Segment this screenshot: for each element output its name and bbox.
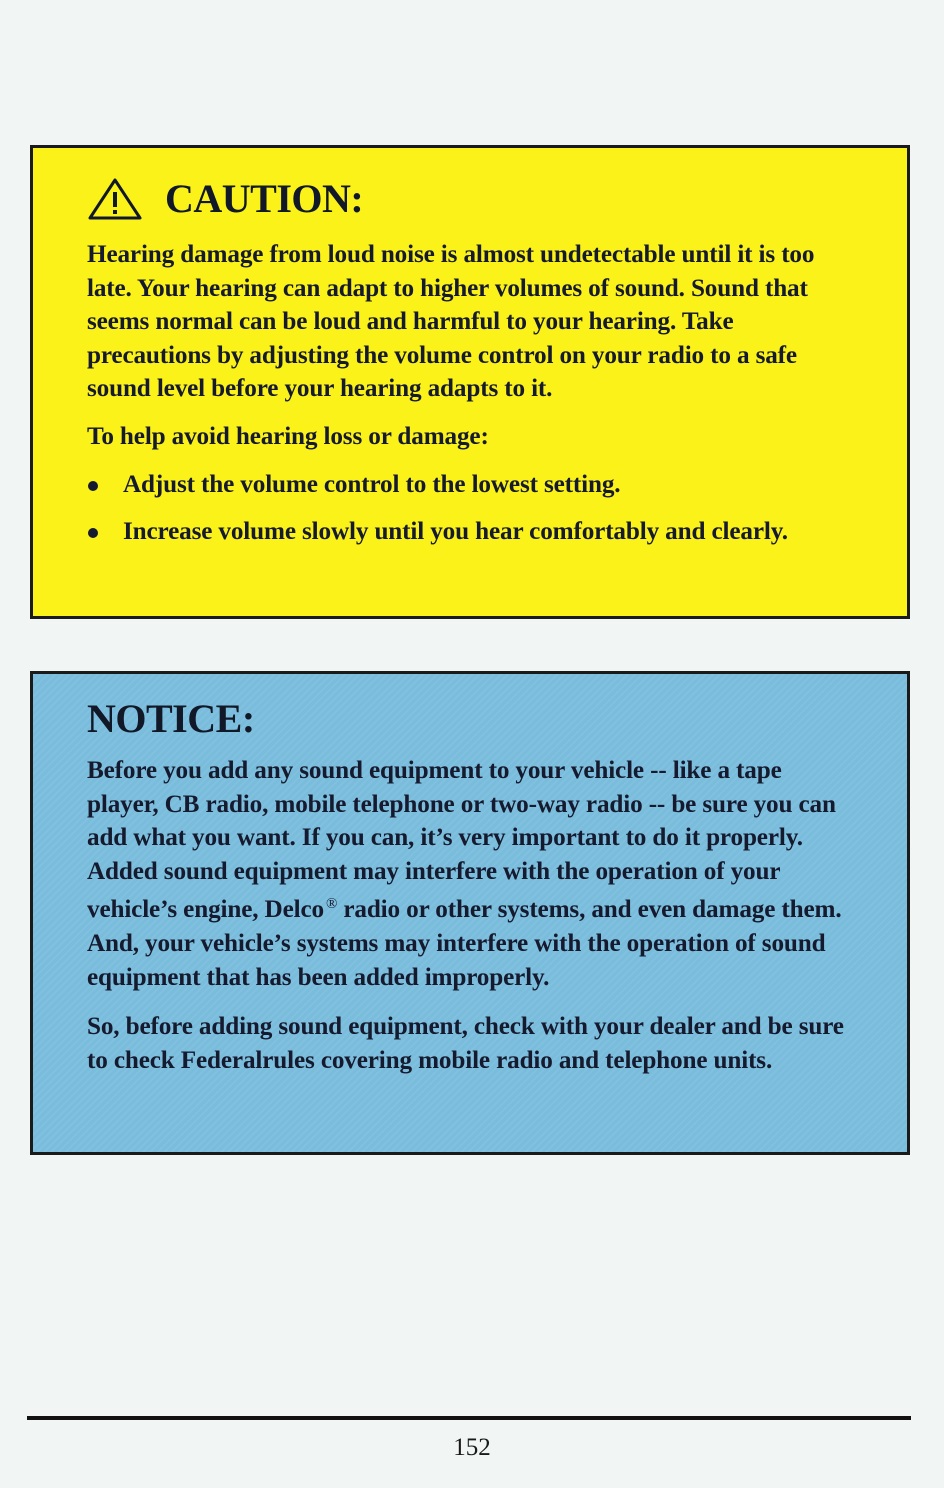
caution-bullet-list bbox=[87, 468, 857, 549]
notice-box bbox=[30, 671, 910, 1155]
notice-paragraph-part1: Before you add any sound equipment to your vehicle -- like a tape player, CB radio, mobile telephone or two-way radio -- be sure you can add what you want. If you can, it’s very important to do it properly. Added sound equipment may interfere with the operation of your vehicle’s engine, Delco bbox=[87, 757, 836, 924]
caution-intro: To help avoid hearing loss or damage: bbox=[87, 422, 489, 450]
bullet-icon bbox=[88, 528, 98, 538]
bullet-text: Adjust the volume control to the lowest setting. bbox=[123, 470, 621, 498]
footer-divider bbox=[27, 1416, 911, 1420]
warning-triangle-icon bbox=[87, 177, 143, 221]
caution-title: CAUTION: bbox=[165, 176, 364, 221]
page-number: 152 bbox=[453, 1434, 491, 1461]
list-item bbox=[87, 468, 857, 502]
notice-title: NOTICE: bbox=[87, 696, 255, 741]
notice-heading bbox=[87, 696, 857, 742]
registered-mark: ® bbox=[325, 896, 338, 913]
notice-paragraph bbox=[87, 754, 857, 994]
list-item bbox=[87, 515, 857, 549]
caution-paragraph: Hearing damage from loud noise is almost undetectable until it is too late. Your hearing can adapt to higher volumes of sound. Sound that seems normal can be loud and harmful to your hearing. Take precautions by adjusting the volume control on your radio to a safe sound level before your hearing adapts to it. bbox=[87, 241, 815, 403]
bullet-icon bbox=[88, 481, 98, 491]
bullet-text: Increase volume slowly until you hear comfortably and clearly. bbox=[123, 518, 788, 546]
caution-heading bbox=[87, 176, 857, 222]
caution-box bbox=[30, 145, 910, 619]
notice-paragraph-part2: radio or other systems, and even damage them. And, your vehicle’s systems may interfere with the operation of sound equipment that has been added improperly. bbox=[87, 896, 842, 991]
notice-paragraph-2: So, before adding sound equipment, check with your dealer and be sure to check Federalrules covering mobile radio and telephone units. bbox=[87, 1013, 844, 1074]
